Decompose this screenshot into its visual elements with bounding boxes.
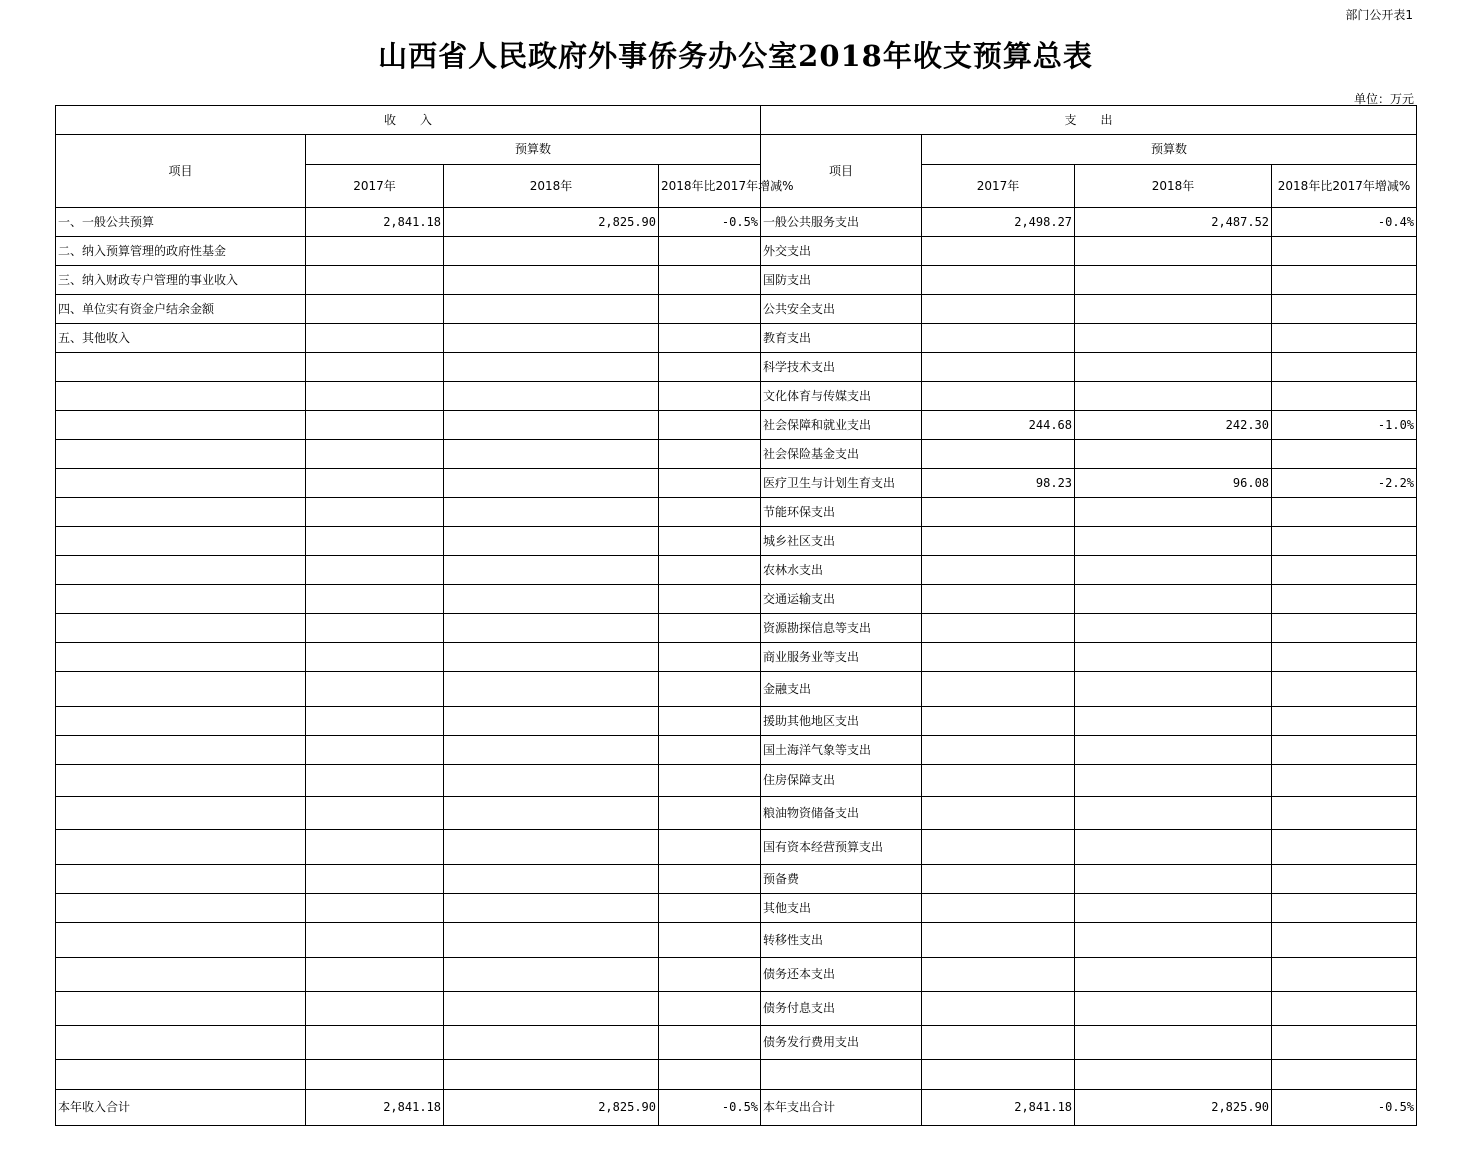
expense-2018-cell: 96.08 bbox=[1075, 469, 1272, 498]
income-change-cell bbox=[659, 643, 761, 672]
expense-item-cell: 节能环保支出 bbox=[761, 498, 922, 527]
expense-2017-cell bbox=[922, 1060, 1075, 1090]
budget-table bbox=[55, 105, 1417, 1126]
expense-2018-cell bbox=[1075, 894, 1272, 923]
table-row bbox=[56, 440, 1417, 469]
income-item-cell bbox=[56, 556, 306, 585]
expense-item-cell: 国有资本经营预算支出 bbox=[761, 830, 922, 865]
income-change-cell bbox=[659, 527, 761, 556]
expense-2018-cell bbox=[1075, 237, 1272, 266]
expense-change-cell bbox=[1272, 992, 1417, 1026]
table-row bbox=[56, 411, 1417, 440]
expense-change-cell bbox=[1272, 958, 1417, 992]
income-change-cell bbox=[659, 382, 761, 411]
income-2018-cell bbox=[444, 958, 659, 992]
expense-item-cell: 国防支出 bbox=[761, 266, 922, 295]
expense-item-cell: 教育支出 bbox=[761, 324, 922, 353]
expense-2018-cell bbox=[1075, 923, 1272, 958]
expense-2018-cell bbox=[1075, 527, 1272, 556]
table-row bbox=[56, 830, 1417, 865]
expense-item-header: 项目 bbox=[761, 135, 922, 208]
expense-2018-cell bbox=[1075, 672, 1272, 707]
table-row bbox=[56, 1026, 1417, 1060]
expense-change-cell bbox=[1272, 707, 1417, 736]
income-2017-total-cell: 2,841.18 bbox=[306, 1090, 444, 1126]
income-change-cell bbox=[659, 237, 761, 266]
income-2018-cell bbox=[444, 736, 659, 765]
income-2017-cell bbox=[306, 830, 444, 865]
expense-item-cell: 转移性支出 bbox=[761, 923, 922, 958]
expense-2018-cell bbox=[1075, 865, 1272, 894]
income-item-cell bbox=[56, 643, 306, 672]
expense-item-cell: 债务还本支出 bbox=[761, 958, 922, 992]
expense-2017-cell bbox=[922, 736, 1075, 765]
income-change-cell bbox=[659, 765, 761, 797]
expense-2017-cell bbox=[922, 295, 1075, 324]
expense-2017-header: 2017年 bbox=[922, 165, 1075, 208]
income-2018-cell bbox=[444, 830, 659, 865]
income-budget-header: 预算数 bbox=[306, 135, 761, 165]
expense-budget-header: 预算数 bbox=[922, 135, 1417, 165]
table-row bbox=[56, 865, 1417, 894]
expense-2017-cell bbox=[922, 672, 1075, 707]
expense-change-cell bbox=[1272, 865, 1417, 894]
table-row bbox=[56, 556, 1417, 585]
expense-item-cell: 资源勘探信息等支出 bbox=[761, 614, 922, 643]
expense-2017-cell bbox=[922, 1026, 1075, 1060]
expense-2017-cell bbox=[922, 527, 1075, 556]
income-change-cell bbox=[659, 324, 761, 353]
income-2017-cell bbox=[306, 585, 444, 614]
expense-change-cell bbox=[1272, 353, 1417, 382]
income-2017-cell bbox=[306, 527, 444, 556]
income-2017-cell bbox=[306, 440, 444, 469]
expense-2017-cell bbox=[922, 865, 1075, 894]
expense-2017-cell bbox=[922, 382, 1075, 411]
income-2017-cell bbox=[306, 707, 444, 736]
column-header-row-1 bbox=[56, 135, 1417, 165]
expense-2018-cell bbox=[1075, 295, 1272, 324]
expense-item-cell: 文化体育与传媒支出 bbox=[761, 382, 922, 411]
income-item-cell bbox=[56, 469, 306, 498]
income-2018-cell bbox=[444, 1026, 659, 1060]
expense-item-cell: 科学技术支出 bbox=[761, 353, 922, 382]
income-2017-cell bbox=[306, 498, 444, 527]
expense-2018-cell bbox=[1075, 958, 1272, 992]
income-2017-cell bbox=[306, 1026, 444, 1060]
expense-change-header: 2018年比2017年增减% bbox=[1272, 165, 1417, 208]
table-row bbox=[56, 672, 1417, 707]
expense-change-cell bbox=[1272, 894, 1417, 923]
income-item-cell bbox=[56, 894, 306, 923]
expense-change-cell bbox=[1272, 266, 1417, 295]
income-item-cell bbox=[56, 923, 306, 958]
expense-item-cell: 外交支出 bbox=[761, 237, 922, 266]
table-row bbox=[56, 585, 1417, 614]
income-2018-total-cell: 2,825.90 bbox=[444, 1090, 659, 1126]
income-2018-cell bbox=[444, 643, 659, 672]
income-change-cell bbox=[659, 865, 761, 894]
income-2018-cell bbox=[444, 556, 659, 585]
income-2017-cell bbox=[306, 865, 444, 894]
table-number: 部门公开表1 bbox=[1345, 8, 1413, 22]
expense-2018-cell bbox=[1075, 1026, 1272, 1060]
table-row bbox=[56, 1060, 1417, 1090]
table-row bbox=[56, 736, 1417, 765]
table-row bbox=[56, 707, 1417, 736]
table-row bbox=[56, 894, 1417, 923]
expense-change-cell bbox=[1272, 1026, 1417, 1060]
expense-change-cell bbox=[1272, 527, 1417, 556]
income-item-cell bbox=[56, 382, 306, 411]
expense-change-cell bbox=[1272, 585, 1417, 614]
income-change-cell bbox=[659, 556, 761, 585]
expense-change-cell bbox=[1272, 324, 1417, 353]
income-change-header: 2018年比2017年增减% bbox=[659, 165, 761, 208]
income-2017-cell bbox=[306, 237, 444, 266]
expense-item-cell: 国土海洋气象等支出 bbox=[761, 736, 922, 765]
income-item-cell bbox=[56, 797, 306, 830]
income-item-cell: 五、其他收入 bbox=[56, 324, 306, 353]
income-change-cell bbox=[659, 672, 761, 707]
table-row bbox=[56, 208, 1417, 237]
expense-2017-cell bbox=[922, 440, 1075, 469]
expense-2018-cell bbox=[1075, 382, 1272, 411]
income-change-cell bbox=[659, 1060, 761, 1090]
expense-change-cell bbox=[1272, 382, 1417, 411]
income-item-cell bbox=[56, 958, 306, 992]
income-item-cell bbox=[56, 411, 306, 440]
income-item-total-cell: 本年收入合计 bbox=[56, 1090, 306, 1126]
income-item-cell bbox=[56, 707, 306, 736]
income-item-cell: 一、一般公共预算 bbox=[56, 208, 306, 237]
income-item-header: 项目 bbox=[56, 135, 306, 208]
income-2017-cell bbox=[306, 643, 444, 672]
income-2018-cell bbox=[444, 324, 659, 353]
expense-2017-cell bbox=[922, 923, 1075, 958]
expense-item-cell: 其他支出 bbox=[761, 894, 922, 923]
income-2018-cell bbox=[444, 1060, 659, 1090]
income-2017-cell bbox=[306, 672, 444, 707]
table-row bbox=[56, 527, 1417, 556]
income-item-cell bbox=[56, 1026, 306, 1060]
table-row bbox=[56, 958, 1417, 992]
expense-item-cell bbox=[761, 1060, 922, 1090]
expense-2018-cell bbox=[1075, 556, 1272, 585]
expense-2017-cell bbox=[922, 894, 1075, 923]
expense-change-cell bbox=[1272, 736, 1417, 765]
expense-2017-cell bbox=[922, 707, 1075, 736]
income-2018-cell bbox=[444, 707, 659, 736]
expense-2017-cell bbox=[922, 266, 1075, 295]
income-change-cell bbox=[659, 353, 761, 382]
expense-2018-cell bbox=[1075, 707, 1272, 736]
expense-change-cell bbox=[1272, 1060, 1417, 1090]
expense-2018-total-cell: 2,825.90 bbox=[1075, 1090, 1272, 1126]
expense-2017-cell bbox=[922, 556, 1075, 585]
income-2018-cell bbox=[444, 266, 659, 295]
income-item-cell bbox=[56, 672, 306, 707]
table-row bbox=[56, 923, 1417, 958]
income-item-cell bbox=[56, 585, 306, 614]
expense-2018-cell bbox=[1075, 614, 1272, 643]
expense-2018-cell: 2,487.52 bbox=[1075, 208, 1272, 237]
income-change-total-cell: -0.5% bbox=[659, 1090, 761, 1126]
expense-change-cell bbox=[1272, 295, 1417, 324]
expense-2018-cell bbox=[1075, 992, 1272, 1026]
income-2018-cell bbox=[444, 672, 659, 707]
expense-item-cell: 农林水支出 bbox=[761, 556, 922, 585]
income-item-cell bbox=[56, 498, 306, 527]
income-2018-cell bbox=[444, 865, 659, 894]
table-row bbox=[56, 992, 1417, 1026]
expense-change-cell bbox=[1272, 498, 1417, 527]
table-row bbox=[56, 498, 1417, 527]
income-2017-cell bbox=[306, 324, 444, 353]
income-2018-cell bbox=[444, 440, 659, 469]
expense-2018-cell bbox=[1075, 266, 1272, 295]
expense-change-cell bbox=[1272, 797, 1417, 830]
income-2017-header: 2017年 bbox=[306, 165, 444, 208]
expense-2018-cell bbox=[1075, 765, 1272, 797]
income-2017-cell bbox=[306, 958, 444, 992]
income-2018-cell bbox=[444, 295, 659, 324]
expense-item-cell: 援助其他地区支出 bbox=[761, 707, 922, 736]
table-row bbox=[56, 324, 1417, 353]
income-2017-cell bbox=[306, 382, 444, 411]
income-2017-cell bbox=[306, 411, 444, 440]
income-item-cell bbox=[56, 527, 306, 556]
income-2017-cell bbox=[306, 295, 444, 324]
income-item-cell bbox=[56, 865, 306, 894]
expense-2018-cell: 242.30 bbox=[1075, 411, 1272, 440]
expense-2018-cell bbox=[1075, 440, 1272, 469]
expense-change-cell bbox=[1272, 237, 1417, 266]
income-2017-cell: 2,841.18 bbox=[306, 208, 444, 237]
expense-item-cell: 粮油物资储备支出 bbox=[761, 797, 922, 830]
income-2017-cell bbox=[306, 469, 444, 498]
expense-2018-cell bbox=[1075, 498, 1272, 527]
income-change-cell bbox=[659, 440, 761, 469]
income-change-cell: -0.5% bbox=[659, 208, 761, 237]
expense-change-cell bbox=[1272, 672, 1417, 707]
table-row bbox=[56, 237, 1417, 266]
table-row bbox=[56, 295, 1417, 324]
expense-2018-cell bbox=[1075, 830, 1272, 865]
expense-2018-header: 2018年 bbox=[1075, 165, 1272, 208]
expense-2018-cell bbox=[1075, 797, 1272, 830]
income-change-cell bbox=[659, 992, 761, 1026]
expense-2017-cell bbox=[922, 498, 1075, 527]
expense-item-cell: 住房保障支出 bbox=[761, 765, 922, 797]
income-header: 收 入 bbox=[56, 106, 761, 135]
income-2018-cell bbox=[444, 498, 659, 527]
table-row bbox=[56, 266, 1417, 295]
expense-change-cell bbox=[1272, 556, 1417, 585]
table-row bbox=[56, 643, 1417, 672]
income-item-cell bbox=[56, 992, 306, 1026]
income-2018-cell bbox=[444, 527, 659, 556]
income-2018-cell bbox=[444, 992, 659, 1026]
expense-2017-cell bbox=[922, 992, 1075, 1026]
income-item-cell bbox=[56, 1060, 306, 1090]
section-header-row bbox=[56, 106, 1417, 135]
expense-2018-cell bbox=[1075, 585, 1272, 614]
income-change-cell bbox=[659, 894, 761, 923]
total-row bbox=[56, 1090, 1417, 1126]
income-2018-cell bbox=[444, 353, 659, 382]
income-item-cell bbox=[56, 440, 306, 469]
unit-label: 单位：万元 bbox=[1353, 92, 1414, 106]
expense-change-cell bbox=[1272, 923, 1417, 958]
table-row bbox=[56, 765, 1417, 797]
income-2017-cell bbox=[306, 614, 444, 643]
expense-item-cell: 医疗卫生与计划生育支出 bbox=[761, 469, 922, 498]
income-change-cell bbox=[659, 958, 761, 992]
table-row bbox=[56, 382, 1417, 411]
income-2018-cell bbox=[444, 411, 659, 440]
expense-2018-cell bbox=[1075, 324, 1272, 353]
expense-item-cell: 公共安全支出 bbox=[761, 295, 922, 324]
income-2018-cell bbox=[444, 923, 659, 958]
expense-item-cell: 社会保障和就业支出 bbox=[761, 411, 922, 440]
income-2017-cell bbox=[306, 797, 444, 830]
expense-2017-cell: 244.68 bbox=[922, 411, 1075, 440]
expense-2017-cell bbox=[922, 614, 1075, 643]
income-2017-cell bbox=[306, 266, 444, 295]
income-change-cell bbox=[659, 295, 761, 324]
table-row bbox=[56, 797, 1417, 830]
expense-item-cell: 金融支出 bbox=[761, 672, 922, 707]
income-2017-cell bbox=[306, 894, 444, 923]
income-item-cell: 四、单位实有资金户结余金额 bbox=[56, 295, 306, 324]
expense-2018-cell bbox=[1075, 353, 1272, 382]
income-change-cell bbox=[659, 411, 761, 440]
income-2018-cell bbox=[444, 765, 659, 797]
expense-change-cell bbox=[1272, 440, 1417, 469]
expense-2017-cell bbox=[922, 797, 1075, 830]
income-2018-cell bbox=[444, 585, 659, 614]
income-change-cell bbox=[659, 923, 761, 958]
income-change-cell bbox=[659, 498, 761, 527]
expense-item-cell: 交通运输支出 bbox=[761, 585, 922, 614]
income-2018-cell bbox=[444, 894, 659, 923]
expense-change-cell: -0.4% bbox=[1272, 208, 1417, 237]
expense-2017-total-cell: 2,841.18 bbox=[922, 1090, 1075, 1126]
table-row bbox=[56, 469, 1417, 498]
expense-2017-cell bbox=[922, 585, 1075, 614]
income-item-cell: 二、纳入预算管理的政府性基金 bbox=[56, 237, 306, 266]
expense-2018-cell bbox=[1075, 643, 1272, 672]
income-2017-cell bbox=[306, 1060, 444, 1090]
expense-2017-cell bbox=[922, 958, 1075, 992]
income-2018-header: 2018年 bbox=[444, 165, 659, 208]
expense-change-cell bbox=[1272, 614, 1417, 643]
income-2018-cell bbox=[444, 382, 659, 411]
expense-item-cell: 预备费 bbox=[761, 865, 922, 894]
expense-2018-cell bbox=[1075, 736, 1272, 765]
expense-change-cell: -1.0% bbox=[1272, 411, 1417, 440]
income-item-cell bbox=[56, 353, 306, 382]
expense-2017-cell bbox=[922, 353, 1075, 382]
income-change-cell bbox=[659, 585, 761, 614]
income-item-cell bbox=[56, 765, 306, 797]
expense-2017-cell bbox=[922, 643, 1075, 672]
expense-change-cell bbox=[1272, 643, 1417, 672]
income-2017-cell bbox=[306, 992, 444, 1026]
income-change-cell bbox=[659, 830, 761, 865]
expense-item-cell: 城乡社区支出 bbox=[761, 527, 922, 556]
income-2018-cell: 2,825.90 bbox=[444, 208, 659, 237]
income-change-cell bbox=[659, 469, 761, 498]
income-2017-cell bbox=[306, 353, 444, 382]
expense-2018-cell bbox=[1075, 1060, 1272, 1090]
table-row bbox=[56, 614, 1417, 643]
income-item-cell: 三、纳入财政专户管理的事业收入 bbox=[56, 266, 306, 295]
income-2018-cell bbox=[444, 237, 659, 266]
expense-2017-cell: 2,498.27 bbox=[922, 208, 1075, 237]
expense-2017-cell bbox=[922, 765, 1075, 797]
expense-item-cell: 一般公共服务支出 bbox=[761, 208, 922, 237]
income-change-cell bbox=[659, 707, 761, 736]
income-item-cell bbox=[56, 736, 306, 765]
income-change-cell bbox=[659, 797, 761, 830]
income-2017-cell bbox=[306, 556, 444, 585]
expense-change-cell: -2.2% bbox=[1272, 469, 1417, 498]
expense-header: 支 出 bbox=[761, 106, 1417, 135]
expense-change-cell bbox=[1272, 830, 1417, 865]
income-item-cell bbox=[56, 614, 306, 643]
income-2017-cell bbox=[306, 736, 444, 765]
income-2017-cell bbox=[306, 923, 444, 958]
income-2018-cell bbox=[444, 797, 659, 830]
expense-item-cell: 债务发行费用支出 bbox=[761, 1026, 922, 1060]
income-item-cell bbox=[56, 830, 306, 865]
table-row bbox=[56, 353, 1417, 382]
expense-2017-cell bbox=[922, 830, 1075, 865]
income-change-cell bbox=[659, 736, 761, 765]
page-title: 山西省人民政府外事侨务办公室2018年收支预算总表 bbox=[378, 39, 1093, 73]
income-change-cell bbox=[659, 266, 761, 295]
income-change-cell bbox=[659, 1026, 761, 1060]
expense-2017-cell bbox=[922, 324, 1075, 353]
expense-item-cell: 社会保险基金支出 bbox=[761, 440, 922, 469]
expense-2017-cell: 98.23 bbox=[922, 469, 1075, 498]
expense-change-total-cell: -0.5% bbox=[1272, 1090, 1417, 1126]
income-2018-cell bbox=[444, 469, 659, 498]
income-change-cell bbox=[659, 614, 761, 643]
income-2017-cell bbox=[306, 765, 444, 797]
expense-item-cell: 债务付息支出 bbox=[761, 992, 922, 1026]
expense-change-cell bbox=[1272, 765, 1417, 797]
expense-2017-cell bbox=[922, 237, 1075, 266]
income-2018-cell bbox=[444, 614, 659, 643]
expense-item-total-cell: 本年支出合计 bbox=[761, 1090, 922, 1126]
expense-item-cell: 商业服务业等支出 bbox=[761, 643, 922, 672]
